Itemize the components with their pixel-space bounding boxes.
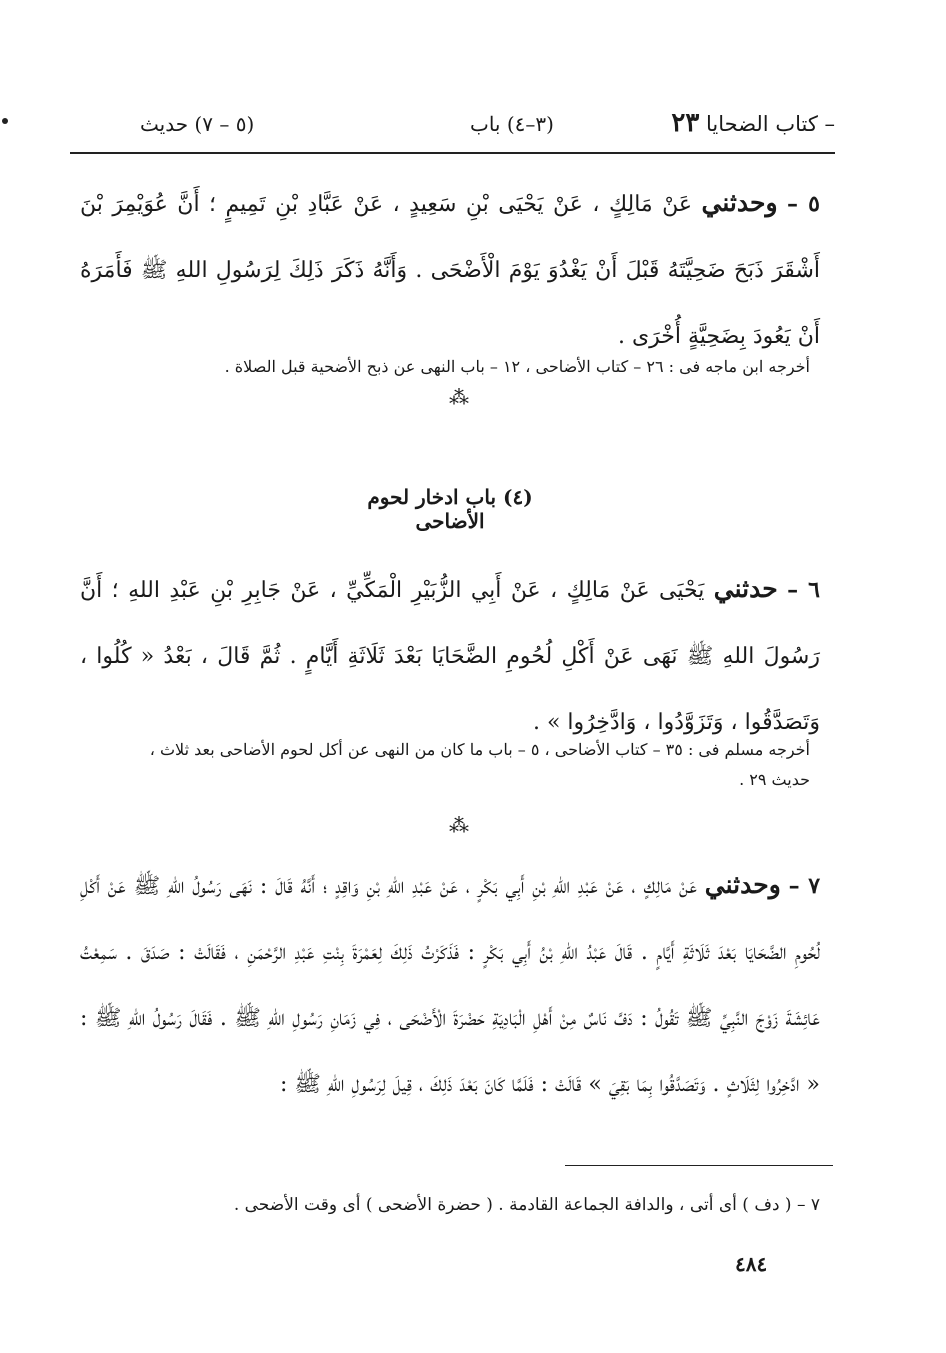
book-number: ٢٣ — [671, 108, 700, 138]
bab-label: (٣–٤) باب — [470, 112, 554, 136]
separator-stars: ⁂ — [449, 813, 467, 837]
footnote: ٧ – ( دف ) أى أتى ، والدافة الجماعة القادمة . ( حضرة الأضحى ) أى وقت الأضحى . — [233, 1195, 820, 1215]
hadith-5 — [80, 170, 820, 370]
hadith-range: (٥ – ٧) حديث — [140, 112, 255, 136]
header-rule — [70, 152, 835, 154]
book-title: – كتاب الضحايا — [706, 112, 835, 136]
running-header — [70, 108, 835, 148]
book-heading — [671, 108, 835, 138]
hadith-6-takhrij: أخرجه مسلم فى : ٣٥ – كتاب الأضاحى ، ٥ – باب ما كان من النهى عن أكل لحوم الأضاحى بعد ثلاث ، حديث ٢٩ . — [149, 740, 810, 789]
hadith-keyword: وحدثني — [704, 870, 781, 899]
hadith-7 — [80, 852, 820, 1118]
hadith-text: عَنْ مَالِكٍ ، عَنْ عَبْدِ اللهِ بْنِ أَبِي بَكْرٍ ، عَنْ عَبْدِ اللهِ بْنِ وَاقِدٍ ؛ أَنَّهُ قَالَ : نَهَى رَسُولُ اللهِ ﷺ عَنْ أَكْلِ لُحُومِ الضَّحَايَا بَعْدَ ثَلَاثَةِ أَيَّامٍ . قَالَ عَبْدُ اللهِ بْنُ أَبِي بَكْرٍ : فَذَكَرْتُ ذَلِكَ لِعَمْرَةَ بِنْتِ عَبْدِ الرَّحْمَنِ ، فَقَالَتْ : صَدَقَ . سَمِعْتُ عَائِشَةَ زَوْجَ النَّبِيِّ ﷺ تَقُولُ : دَفَّ نَاسٌ مِنْ أَهْلِ الْبَادِيَةِ حَضْرَةَ الْأَضْحَى ، فِي زَمَانِ رَسُولِ اللهِ ﷺ . فَقَالَ رَسُولُ اللهِ ﷺ : « ادَّخِرُوا لِثَلَاثٍ . وَتَصَدَّقُوا بِمَا بَقِيَ » قَالَتْ : فَلَمَّا كَانَ بَعْدَ ذَلِكَ ، قِيلَ لِرَسُولِ اللهِ ﷺ : — [80, 874, 820, 1097]
footnote-rule — [565, 1165, 833, 1166]
hadith-keyword: حدثني — [713, 574, 778, 603]
chapter-title: (٤) باب ادخار لحوم الأضاحى — [367, 485, 533, 533]
page-number: ٤٨٤ — [735, 1252, 768, 1276]
hadith-number: ٧ – — [788, 873, 821, 899]
hadith-number: ٦ – — [787, 577, 820, 603]
separator-stars: ⁂ — [449, 385, 467, 409]
margin-mark — [2, 118, 8, 124]
hadith-keyword: وحدثني — [701, 188, 778, 217]
hadith-6 — [80, 556, 820, 756]
hadith-number: ٥ – — [787, 191, 820, 217]
hadith-text: يَحْيَى عَنْ مَالِكٍ ، عَنْ أَبِي الزُّبَيْرِ الْمَكِّيِّ ، عَنْ جَابِرِ بْنِ عَبْدِ اللهِ ؛ أَنَّ رَسُولَ اللهِ ﷺ نَهَى عَنْ أَكْلِ لُحُومِ الضَّحَايَا بَعْدَ ثَلَاثَةِ أَيَّامٍ . ثُمَّ قَالَ ، بَعْدُ « كُلُوا ، وَتَصَدَّقُوا ، وَتَزَوَّدُوا ، وَادَّخِرُوا » . — [80, 578, 820, 735]
hadith-text: عَنْ مَالِكٍ ، عَنْ يَحْيَى بْنِ سَعِيدٍ ، عَنْ عَبَّادِ بْنِ تَمِيمٍ ؛ أَنَّ عُوَيْمِرَ بْنَ أَشْقَرَ ذَبَحَ ضَحِيَّتَهُ قَبْلَ أَنْ يَغْدُوَ يَوْمَ الْأَضْحَى . وَأَنَّهُ ذَكَرَ ذَلِكَ لِرَسُولِ اللهِ ﷺ فَأَمَرَهُ أَنْ يَعُودَ بِضَحِيَّةٍ أُخْرَى . — [80, 192, 820, 349]
hadith-5-takhrij: أخرجه ابن ماجه فى : ٢٦ – كتاب الأضاحى ، ١٢ – باب النهى عن ذبح الأضحية قبل الصلاة . — [224, 357, 810, 376]
